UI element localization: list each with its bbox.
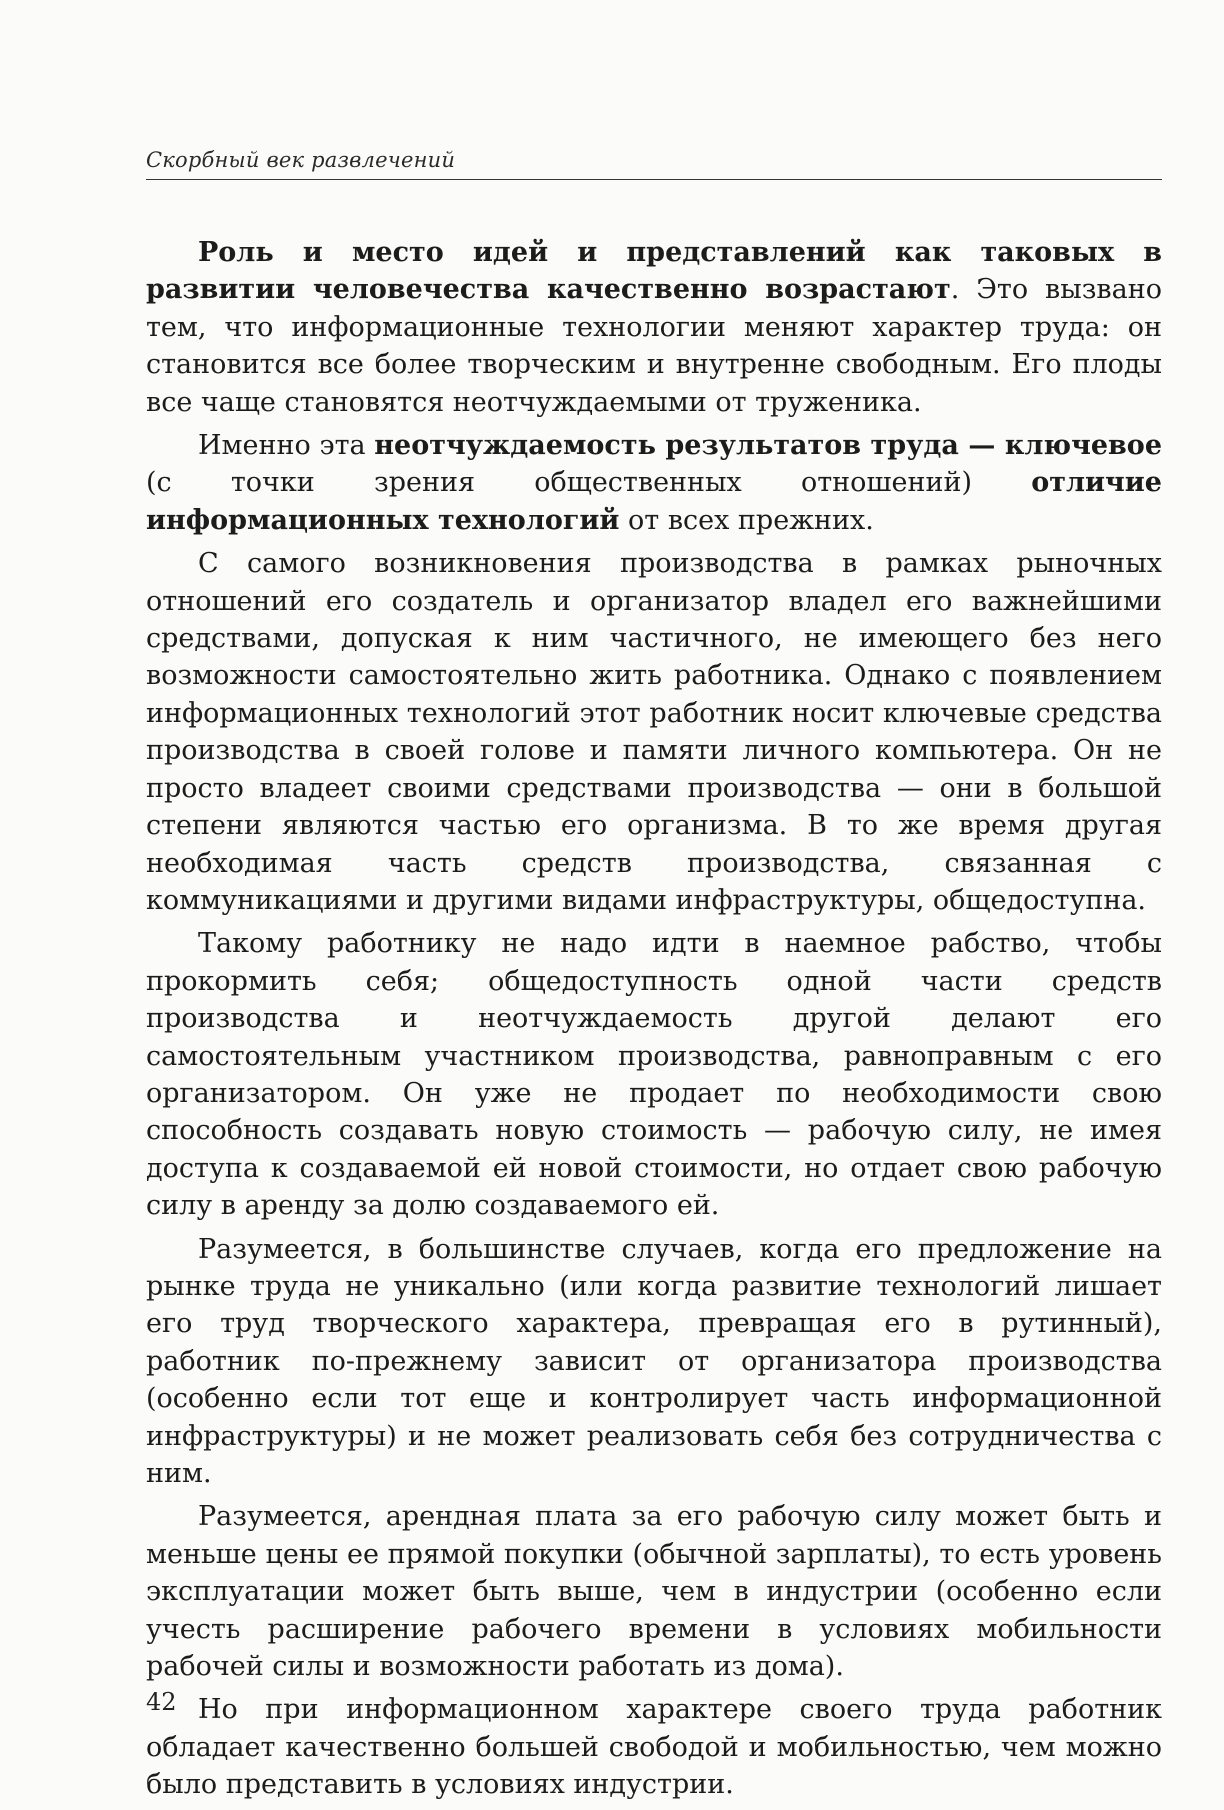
text-segment: С самого возникновения производства в рамках рыночных отношений его создатель и организатор владел его важнейшими средствами, допуская к ним частичного, не имеющего без него возможности самостоятельно жить работника. Однако с появлением информационных технологий этот работник носит ключевые средства производства в своей голове и памяти личного компьютера. Он не просто владеет своими средствами производства — они в большой степени являются частью его организма. В то же время другая необходимая часть средств производства, связанная с коммуникациями и другими видами инфраструктуры, общедоступна.: [146, 548, 1162, 916]
text-segment: Именно эта: [198, 430, 375, 462]
running-head: Скорбный век развлечений: [146, 148, 456, 172]
text-segment: Но при информационном характере своего труда работник обладает качественно большей свободой и мобильностью, чем можно было представить в условиях индустрии.: [146, 1694, 1162, 1801]
text-segment: . Это вызвано тем, что информационные технологии меняют характер труда: он становится все более творческим и внутренне свободным. Его плоды все чаще становятся неотчуждаемыми от труженика.: [146, 274, 1162, 418]
bold-phrase: Роль и место идей и представлений как таковых в развитии человечества качественно возрастают: [146, 237, 1162, 306]
paragraph-2: [146, 427, 1162, 539]
text-segment: Разумеется, арендная плата за его рабочую силу может быть и меньше цены ее прямой покупки (обычной зарплаты), то есть уровень эксплуатации может быть выше, чем в индустрии (особенно если учесть расширение рабочего времени в условиях мобильности рабочей силы и возможности работать из дома).: [146, 1501, 1162, 1683]
paragraph-7: [146, 1691, 1162, 1803]
text-segment: от всех прежних.: [619, 504, 874, 536]
paragraph-5: [146, 1231, 1162, 1493]
body-text: [146, 234, 1162, 1810]
paragraph-3: [146, 545, 1162, 919]
paragraph-4: [146, 925, 1162, 1224]
text-segment: Разумеется, в большинстве случаев, когда его предложение на рынке труда не уникально (или когда развитие технологий лишает его труд творческого характера, превращая его в рутинный), работник по-прежнему зависит от организатора производства (особенно если тот еще и контролирует часть информационной инфраструктуры) и не может реализовать себя без сотрудничества с ним.: [146, 1233, 1162, 1489]
text-segment: (с точки зрения общественных отношений): [146, 467, 1032, 499]
bold-phrase: отличие информационных технологий: [146, 467, 1162, 536]
paragraph-6: [146, 1498, 1162, 1685]
paragraph-1: [146, 234, 1162, 421]
header-rule: [146, 179, 1162, 180]
text-segment: Такому работнику не надо идти в наемное рабство, чтобы прокормить себя; общедоступность одной части средств производства и неотчуждаемость другой делают его самостоятельным участником производства, равноправным с его организатором. Он уже не продает по необходимости свою способность создавать новую стоимость — рабочую силу, не имея доступа к создаваемой ей новой стоимости, но отдает свою рабочую силу в аренду за долю создаваемого ей.: [146, 928, 1162, 1222]
bold-phrase: неотчуждаемость результатов труда — ключевое: [374, 430, 1162, 462]
page-number: 42: [146, 1688, 177, 1716]
